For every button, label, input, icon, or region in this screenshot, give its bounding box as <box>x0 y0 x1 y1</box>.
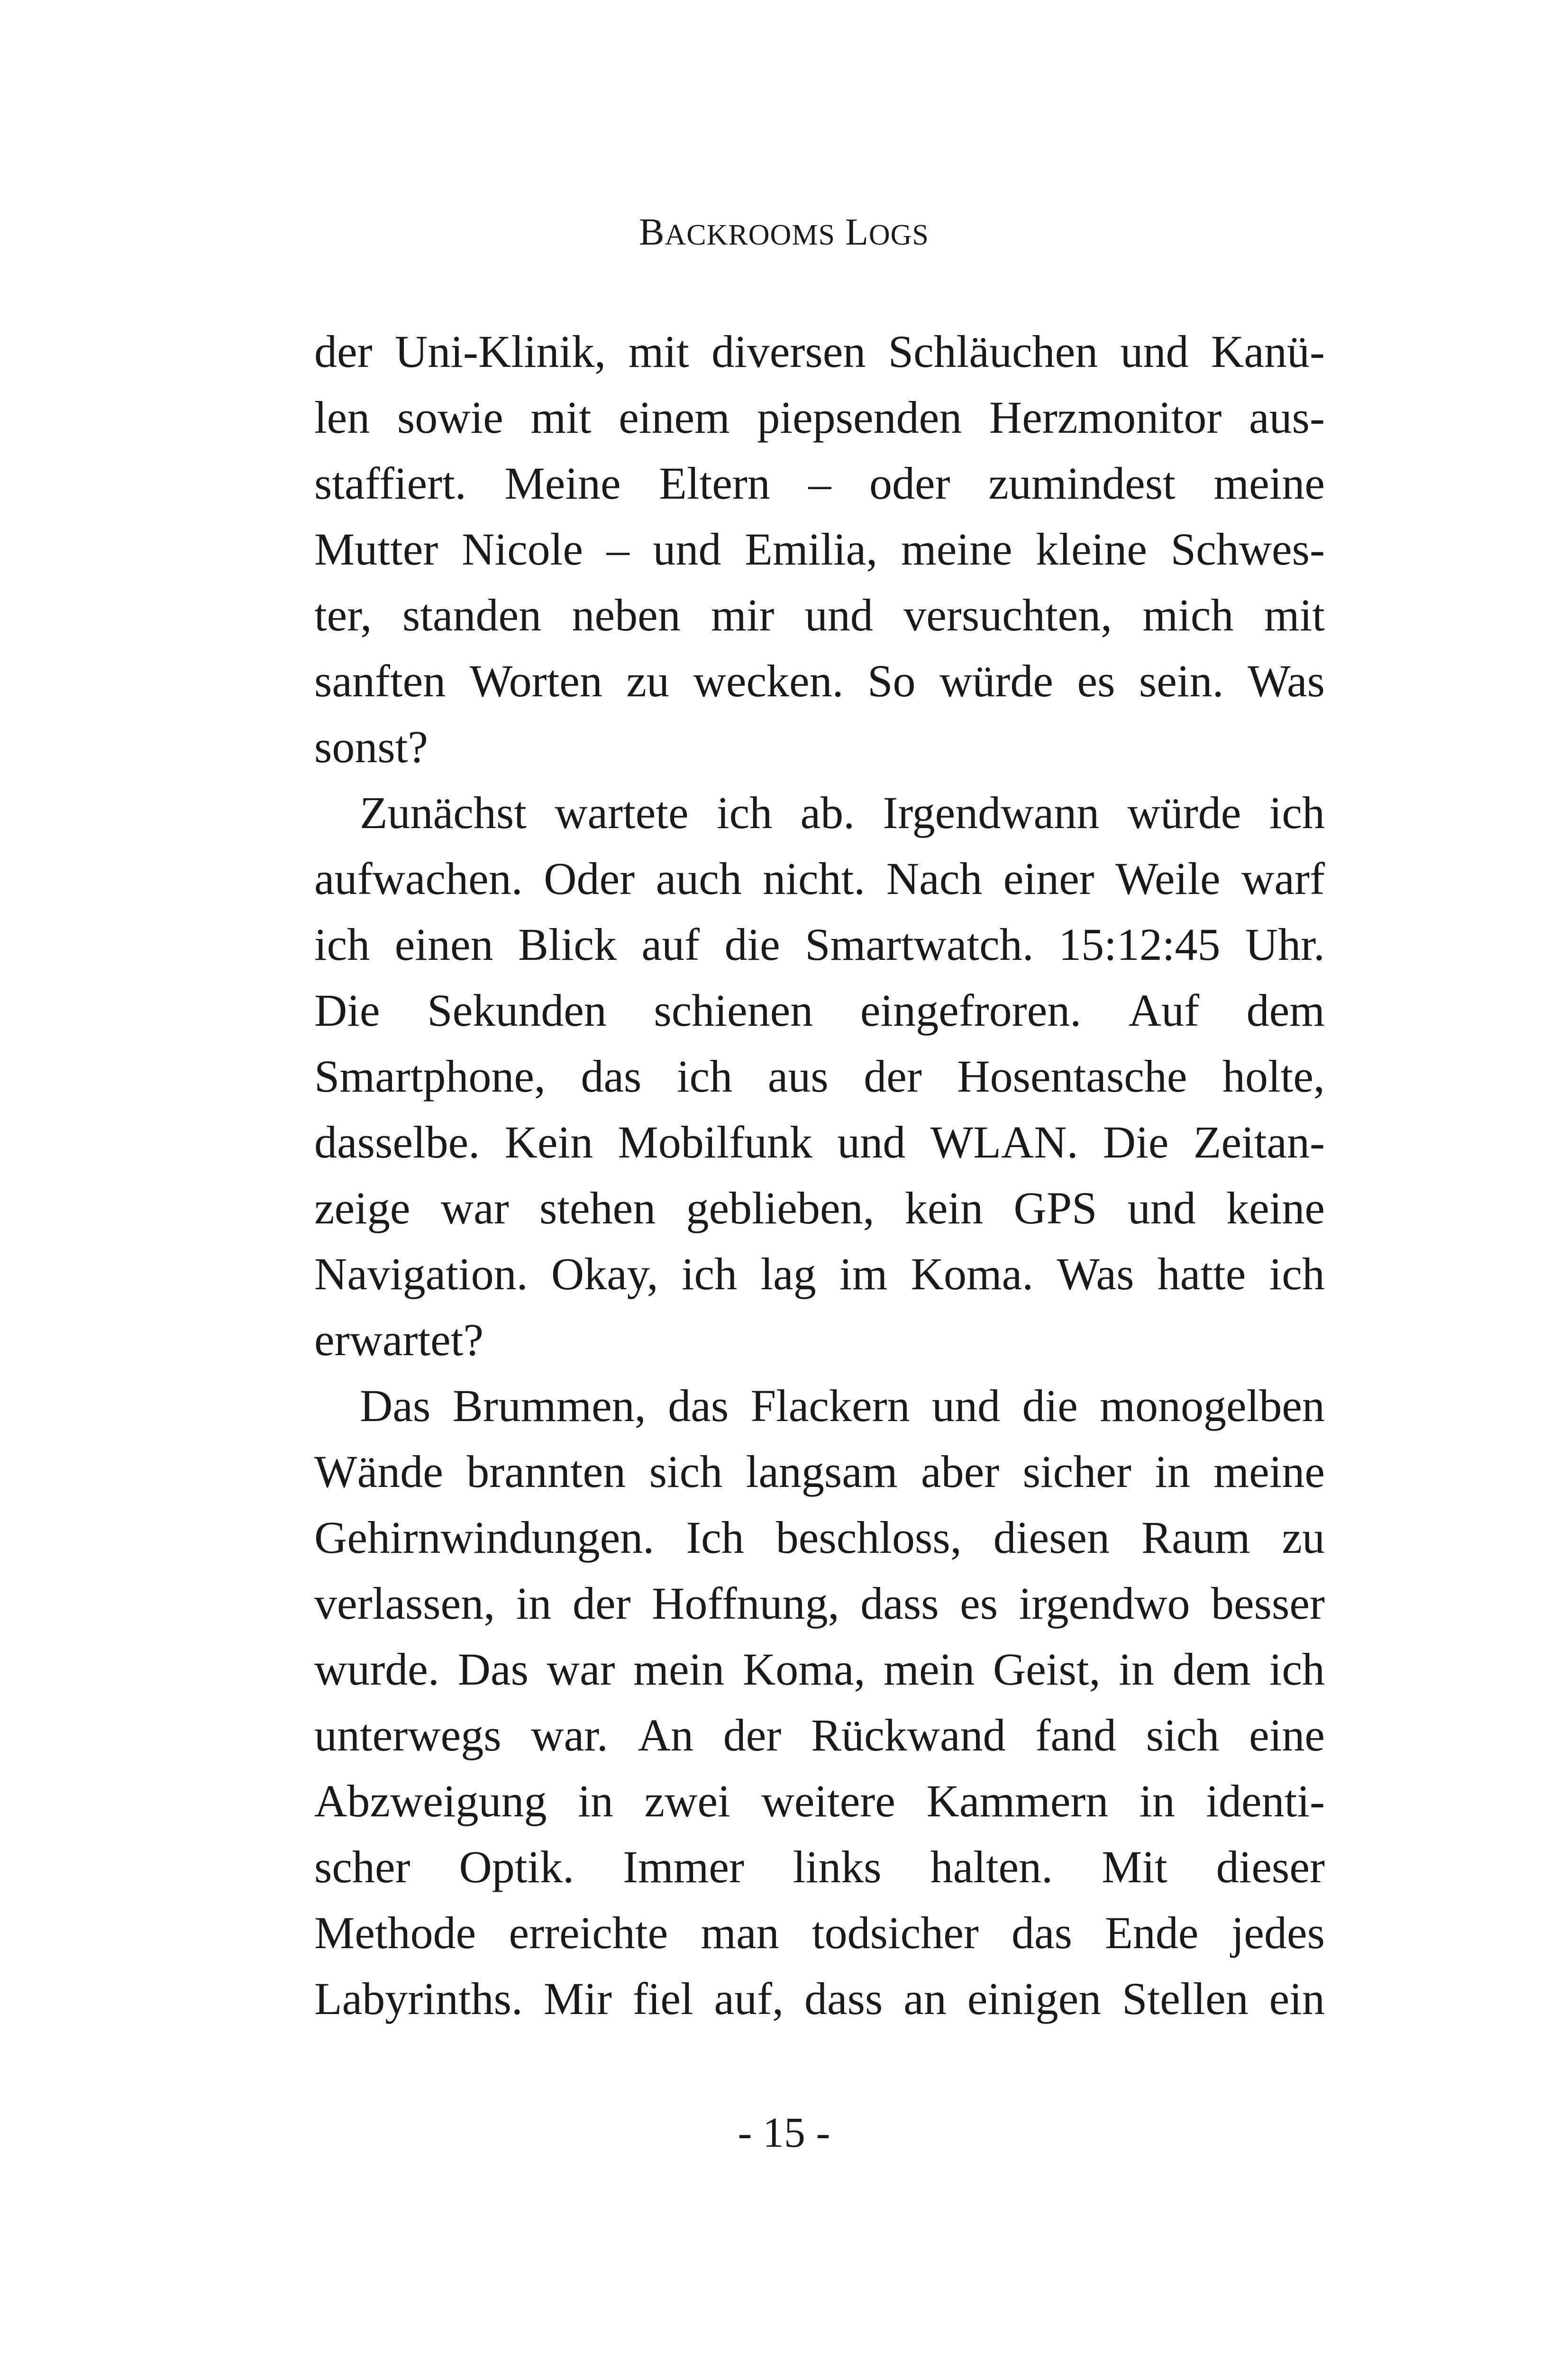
text-line: Wände brannten sich langsam aber sicher in meine <box>314 1446 1325 1497</box>
header-title-part: B <box>639 211 665 253</box>
text-line: verlassen, in der Hoffnung, dass es irgendwo besser <box>314 1578 1325 1629</box>
text-line: Das Brummen, das Flackern und die monogelben <box>360 1380 1325 1431</box>
page-number: - 15 - <box>738 2109 830 2156</box>
text-line: Methode erreichte man todsicher das Ende jedes <box>314 1907 1325 1958</box>
header-title-part: OGS <box>868 219 929 251</box>
text-line: zeige war stehen geblieben, kein GPS und keine <box>314 1183 1325 1233</box>
text-line: Navigation. Okay, ich lag im Koma. Was hatte ich <box>314 1249 1325 1299</box>
text-line: der Uni-Klinik, mit diversen Schläuchen und Kanü- <box>314 326 1325 377</box>
text-line: Gehirnwindungen. Ich beschloss, diesen Raum zu <box>314 1512 1325 1563</box>
text-line: Smartphone, das ich aus der Hosentasche holte, <box>314 1051 1325 1102</box>
text-line: len sowie mit einem piepsenden Herzmonitor aus- <box>314 392 1325 443</box>
body-text <box>314 319 1325 2032</box>
text-line: sonst? <box>314 721 428 772</box>
text-line: sanften Worten zu wecken. So würde es sein. Was <box>314 656 1325 706</box>
text-line: Abzweigung in zwei weitere Kammern in identi- <box>314 1776 1325 1826</box>
header-title-part: L <box>845 211 869 253</box>
text-line: staffiert. Meine Eltern – oder zumindest meine <box>314 458 1325 509</box>
text-line: erwartet? <box>314 1314 484 1365</box>
text-line: Labyrinths. Mir fiel auf, dass an einigen Stellen ein <box>314 1973 1325 2024</box>
text-line: ich einen Blick auf die Smartwatch. 15:12:45 Uhr. <box>314 919 1325 970</box>
header-title-part <box>835 211 845 253</box>
running-header <box>0 209 1568 259</box>
text-line: scher Optik. Immer links halten. Mit dieser <box>314 1841 1325 1892</box>
text-line: Die Sekunden schienen eingefroren. Auf dem <box>314 985 1325 1036</box>
text-line: ter, standen neben mir und versuchten, mich mit <box>314 590 1325 640</box>
text-line: Zunächst wartete ich ab. Irgendwann würde ich <box>360 787 1325 838</box>
text-line: Mutter Nicole – und Emilia, meine kleine Schwes- <box>314 524 1325 574</box>
header-title-part: ACKROOMS <box>665 219 835 251</box>
text-line: aufwachen. Oder auch nicht. Nach einer Weile warf <box>314 853 1325 904</box>
text-line: dasselbe. Kein Mobilfunk und WLAN. Die Zeitan- <box>314 1117 1325 1167</box>
text-line: wurde. Das war mein Koma, mein Geist, in dem ich <box>314 1644 1325 1695</box>
text-line: unterwegs war. An der Rückwand fand sich eine <box>314 1710 1325 1760</box>
